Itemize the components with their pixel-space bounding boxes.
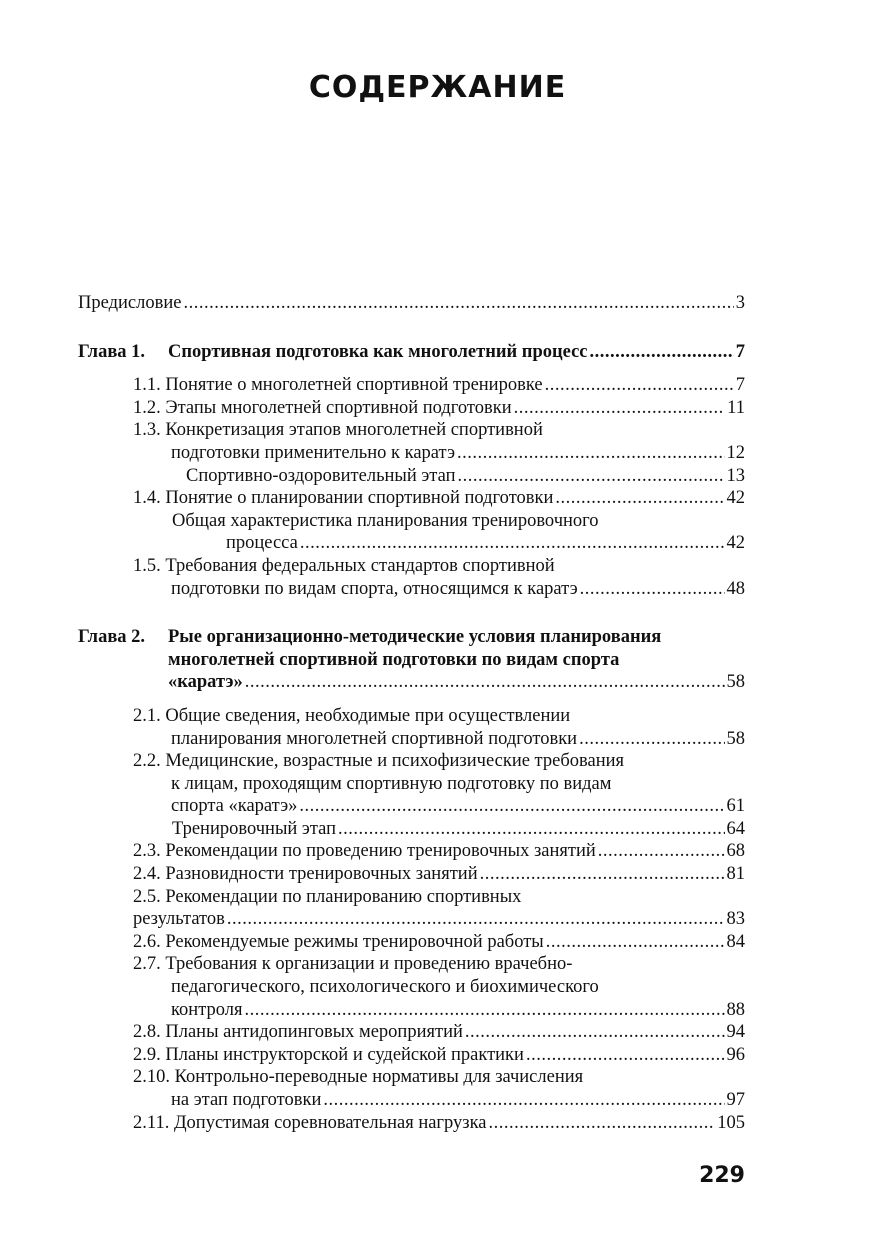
toc-entry-text: 2.6. Рекомендуемые режимы тренировочной работы	[133, 931, 544, 952]
dot-leader	[245, 999, 725, 1022]
toc-entry-2-10	[78, 1089, 745, 1112]
dot-leader	[227, 908, 725, 931]
toc-page-number: 7	[735, 341, 745, 362]
toc-page-number: 83	[726, 909, 745, 930]
toc-entry-1-4-sub	[78, 532, 745, 555]
toc-page-number: 68	[726, 841, 745, 862]
toc-entry-text: подготовки по видам спорта, относящимся к каратэ	[171, 578, 578, 599]
dot-leader	[465, 1021, 725, 1044]
toc-page-number: 61	[726, 796, 745, 817]
dot-leader	[545, 374, 734, 397]
toc-page-number: 13	[726, 465, 745, 486]
dot-leader	[338, 818, 724, 841]
dot-leader	[299, 795, 724, 818]
toc-entry-1-1	[78, 374, 745, 397]
toc-entry-2-9	[78, 1044, 745, 1067]
toc-entry-text: Предисловие	[78, 293, 182, 313]
chapter-label: Глава 2.	[78, 627, 146, 648]
toc-page-number: 64	[726, 818, 745, 839]
dot-leader	[526, 1044, 725, 1067]
toc-entry-2-3	[78, 840, 745, 863]
chapter-title-line1: Рые организационно-методические условия планирования	[168, 627, 662, 648]
toc-entry-1-3	[78, 442, 745, 465]
toc-entry-2-10-line1: 2.10. Контрольно-переводные нормативы для зачисления	[133, 1067, 584, 1088]
toc-entry-text: 2.11. Допустимая соревновательная нагрузка	[133, 1112, 487, 1133]
chapter-label: Глава 1.	[78, 341, 146, 362]
dot-leader	[555, 487, 724, 510]
toc-entry-text: Тренировочный этап	[172, 818, 337, 839]
toc-entry-text: Спортивно-оздоровительный этап	[186, 465, 456, 486]
toc-entry-2-7-line1: 2.7. Требования к организации и проведению врачебно-	[133, 954, 573, 975]
toc-entry-2-1	[78, 728, 745, 751]
toc-entry-2-2-sub	[78, 818, 745, 841]
dot-leader	[183, 292, 733, 315]
toc-page-number: 96	[726, 1044, 745, 1065]
toc-page-number: 97	[726, 1090, 745, 1110]
toc-page-number: 3	[735, 293, 745, 313]
toc-entry-1-2	[78, 397, 745, 420]
toc-entry-2-8	[78, 1021, 745, 1044]
dot-leader	[300, 532, 725, 555]
toc-entry-text: планирования многолетней спортивной подготовки	[171, 728, 578, 749]
toc-entry-1-4-sub-line1: Общая характеристика планирования тренировочного	[172, 510, 599, 531]
toc-page-number: 105	[717, 1112, 745, 1133]
toc-entry-2-1-line1: 2.1. Общие сведения, необходимые при осуществлении	[133, 705, 571, 726]
toc-entry-1-4	[78, 487, 745, 510]
toc-page-number: 48	[726, 578, 745, 599]
toc-page-number: 94	[726, 1022, 745, 1043]
toc-entry-preface	[78, 292, 745, 315]
dot-leader	[598, 840, 725, 863]
toc-page-number: 81	[726, 864, 745, 885]
toc-page-number: 42	[726, 533, 745, 554]
dot-leader	[480, 863, 725, 886]
chapter-title-line2: многолетней спортивной подготовки по видам спорта	[168, 649, 620, 670]
toc-entry-text: 2.9. Планы инструкторской и судейской практики	[133, 1044, 524, 1065]
toc-entry-2-7	[78, 999, 745, 1022]
toc-page-number: 84	[726, 931, 745, 952]
dot-leader	[457, 442, 724, 465]
toc-entry-1-5	[78, 578, 745, 601]
toc-page-number: 88	[726, 999, 745, 1020]
dot-leader	[245, 671, 725, 694]
dot-leader	[580, 578, 725, 601]
toc-page-number: 11	[727, 397, 745, 418]
toc-entry-1-3-line1: 1.3. Конкретизация этапов многолетней спортивной	[133, 420, 543, 441]
page-title: СОДЕРЖАНИЕ	[308, 70, 567, 105]
toc-entry-text: 2.3. Рекомендации по проведению тренировочных занятий	[133, 841, 596, 862]
toc-entry-text: 2.4. Разновидности тренировочных занятий	[133, 864, 478, 885]
dot-leader	[546, 931, 725, 954]
chapter-1-heading	[78, 341, 745, 364]
toc-page-number: 58	[726, 728, 745, 749]
toc-entry-2-5	[78, 908, 745, 931]
dot-leader	[590, 341, 734, 364]
toc-entry-2-5-line1: 2.5. Рекомендации по планированию спортивных	[133, 886, 522, 907]
toc-entry-text: контроля	[171, 999, 243, 1020]
dot-leader	[514, 397, 726, 420]
dot-leader	[489, 1112, 716, 1135]
toc-entry-text: 1.2. Этапы многолетней спортивной подготовки	[133, 397, 512, 418]
toc-entry-1-5-line1: 1.5. Требования федеральных стандартов спортивной	[133, 555, 555, 576]
toc-entry-2-7-line2: педагогического, психологического и биохимического	[171, 977, 599, 998]
toc-entry-text: спорта «каратэ»	[171, 796, 298, 817]
toc-entry-1-3-sub	[78, 465, 745, 488]
dot-leader	[579, 728, 724, 751]
toc-page-number: 7	[735, 375, 745, 396]
toc-page-number: 12	[726, 442, 745, 463]
toc-entry-text: на этап подготовки	[171, 1090, 322, 1110]
toc-entry-2-4	[78, 863, 745, 886]
dot-leader	[323, 1089, 724, 1112]
toc-entry-text: 1.1. Понятие о многолетней спортивной тренировке	[133, 375, 543, 396]
toc-entry-2-2-line1: 2.2. Медицинские, возрастные и психофизические требования	[133, 751, 624, 772]
toc-entry-2-11	[78, 1112, 745, 1135]
toc-entry-text: подготовки применительно к каратэ	[171, 442, 456, 463]
toc-entry-text: процесса	[226, 533, 298, 554]
chapter-title-line3: «каратэ»	[168, 672, 243, 693]
dot-leader	[458, 465, 725, 488]
toc-page-number: 42	[726, 488, 745, 509]
chapter-title: Спортивная подготовка как многолетний процесс	[168, 341, 588, 362]
toc-entry-text: 2.8. Планы антидопинговых мероприятий	[133, 1022, 463, 1043]
toc-entry-text: 1.4. Понятие о планировании спортивной подготовки	[133, 488, 554, 509]
toc-entry-text: результатов	[133, 909, 225, 930]
toc-entry-2-6	[78, 931, 745, 954]
chapter-2-heading	[78, 626, 745, 694]
toc-entry-2-2-line2: к лицам, проходящим спортивную подготовку по видам	[171, 773, 612, 794]
page-number: 229	[699, 1163, 745, 1188]
toc-page-number: 58	[726, 672, 745, 693]
toc-entry-2-2	[78, 795, 745, 818]
table-of-contents	[78, 292, 745, 1134]
